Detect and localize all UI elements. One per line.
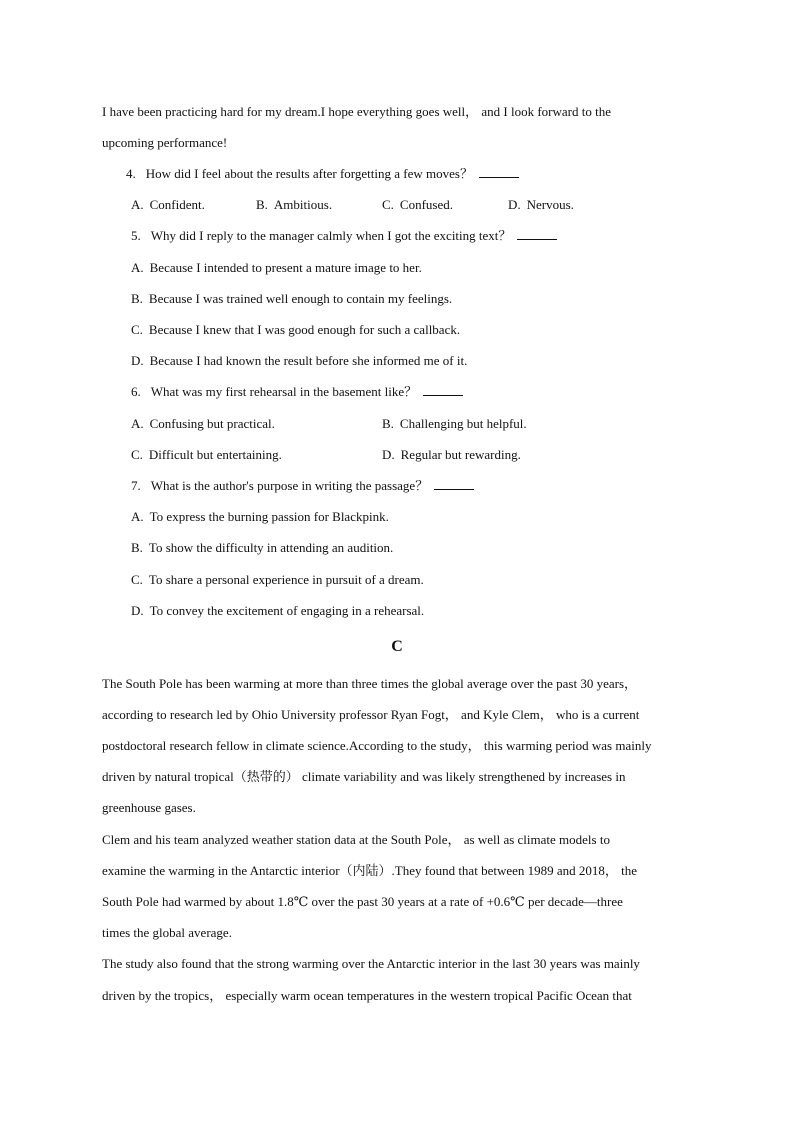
passage-line: South Pole had warmed by about 1.8℃ over the past 30 years at a rate of +0.6℃ per decade—three [102, 894, 623, 909]
option-a[interactable]: A. To express the burning passion for Blackpink. [131, 509, 389, 524]
intro-line: I have been practicing hard for my dream.I hope everything goes well， and I look forward to the [102, 104, 611, 119]
intro-line: upcoming performance! [102, 135, 228, 150]
question-text: What is the author's purpose in writing the passage？ [150, 478, 429, 493]
option-a[interactable]: A. Confident. [131, 197, 205, 212]
question-text: What was my first rehearsal in the basement like？ [150, 384, 418, 399]
passage-line: driven by the tropics， especially warm ocean temperatures in the western tropical Pacific Ocean that [102, 988, 632, 1003]
option-a[interactable]: A. Because I intended to present a mature image to her. [131, 260, 422, 275]
passage-line: according to research led by Ohio University professor Ryan Fogt， and Kyle Clem， who is a current [102, 707, 640, 722]
passage-line: examine the warming in the Antarctic interior（内陆）.They found that between 1989 and 2018， the [102, 863, 638, 878]
option-b[interactable]: B. Ambitious. [256, 197, 333, 212]
option-c[interactable]: C. Because I knew that I was good enough for such a callback. [131, 322, 461, 337]
question-number: 7. [131, 478, 141, 493]
question-4 [126, 166, 519, 182]
answer-blank[interactable] [517, 228, 557, 240]
question-text: How did I feel about the results after forgetting a few moves？ [145, 166, 473, 181]
option-row [131, 197, 205, 213]
question-5 [131, 228, 557, 244]
question-number: 6. [131, 384, 141, 399]
option-d[interactable]: D. Regular but rewarding. [382, 447, 521, 462]
option-c[interactable]: C. To share a personal experience in pursuit of a dream. [131, 572, 424, 587]
passage-line: The South Pole has been warming at more than three times the global average over the past 30 years， [102, 676, 637, 691]
question-number: 5. [131, 228, 141, 243]
passage-line: driven by natural tropical（热带的） climate variability and was likely strengthened by increases in [102, 769, 626, 784]
passage-line: postdoctoral research fellow in climate science.According to the study， this warming period was mainly [102, 738, 652, 753]
option-c[interactable]: C. Difficult but entertaining. [131, 447, 282, 462]
option-b[interactable]: B. To show the difficulty in attending an audition. [131, 540, 394, 555]
option-b[interactable]: B. Because I was trained well enough to contain my feelings. [131, 291, 453, 306]
question-number: 4. [126, 166, 136, 181]
option-d[interactable]: D. Nervous. [508, 197, 574, 212]
passage-line: times the global average. [102, 925, 232, 940]
option-c[interactable]: C. Confused. [382, 197, 454, 212]
question-7 [131, 478, 474, 494]
answer-blank[interactable] [434, 478, 474, 490]
passage-line: greenhouse gases. [102, 800, 196, 815]
section-heading: C [391, 638, 403, 655]
question-6 [131, 384, 463, 400]
question-text: Why did I reply to the manager calmly when I got the exciting text？ [150, 228, 512, 243]
option-d[interactable]: D. Because I had known the result before she informed me of it. [131, 353, 468, 368]
option-d[interactable]: D. To convey the excitement of engaging in a rehearsal. [131, 603, 425, 618]
answer-blank[interactable] [423, 384, 463, 396]
option-b[interactable]: B. Challenging but helpful. [382, 416, 527, 431]
answer-blank[interactable] [479, 166, 519, 178]
option-a[interactable]: A. Confusing but practical. [131, 416, 275, 431]
passage-line: Clem and his team analyzed weather station data at the South Pole， as well as climate models to [102, 832, 610, 847]
passage-line: The study also found that the strong warming over the Antarctic interior in the last 30 years was mainly [102, 956, 640, 971]
